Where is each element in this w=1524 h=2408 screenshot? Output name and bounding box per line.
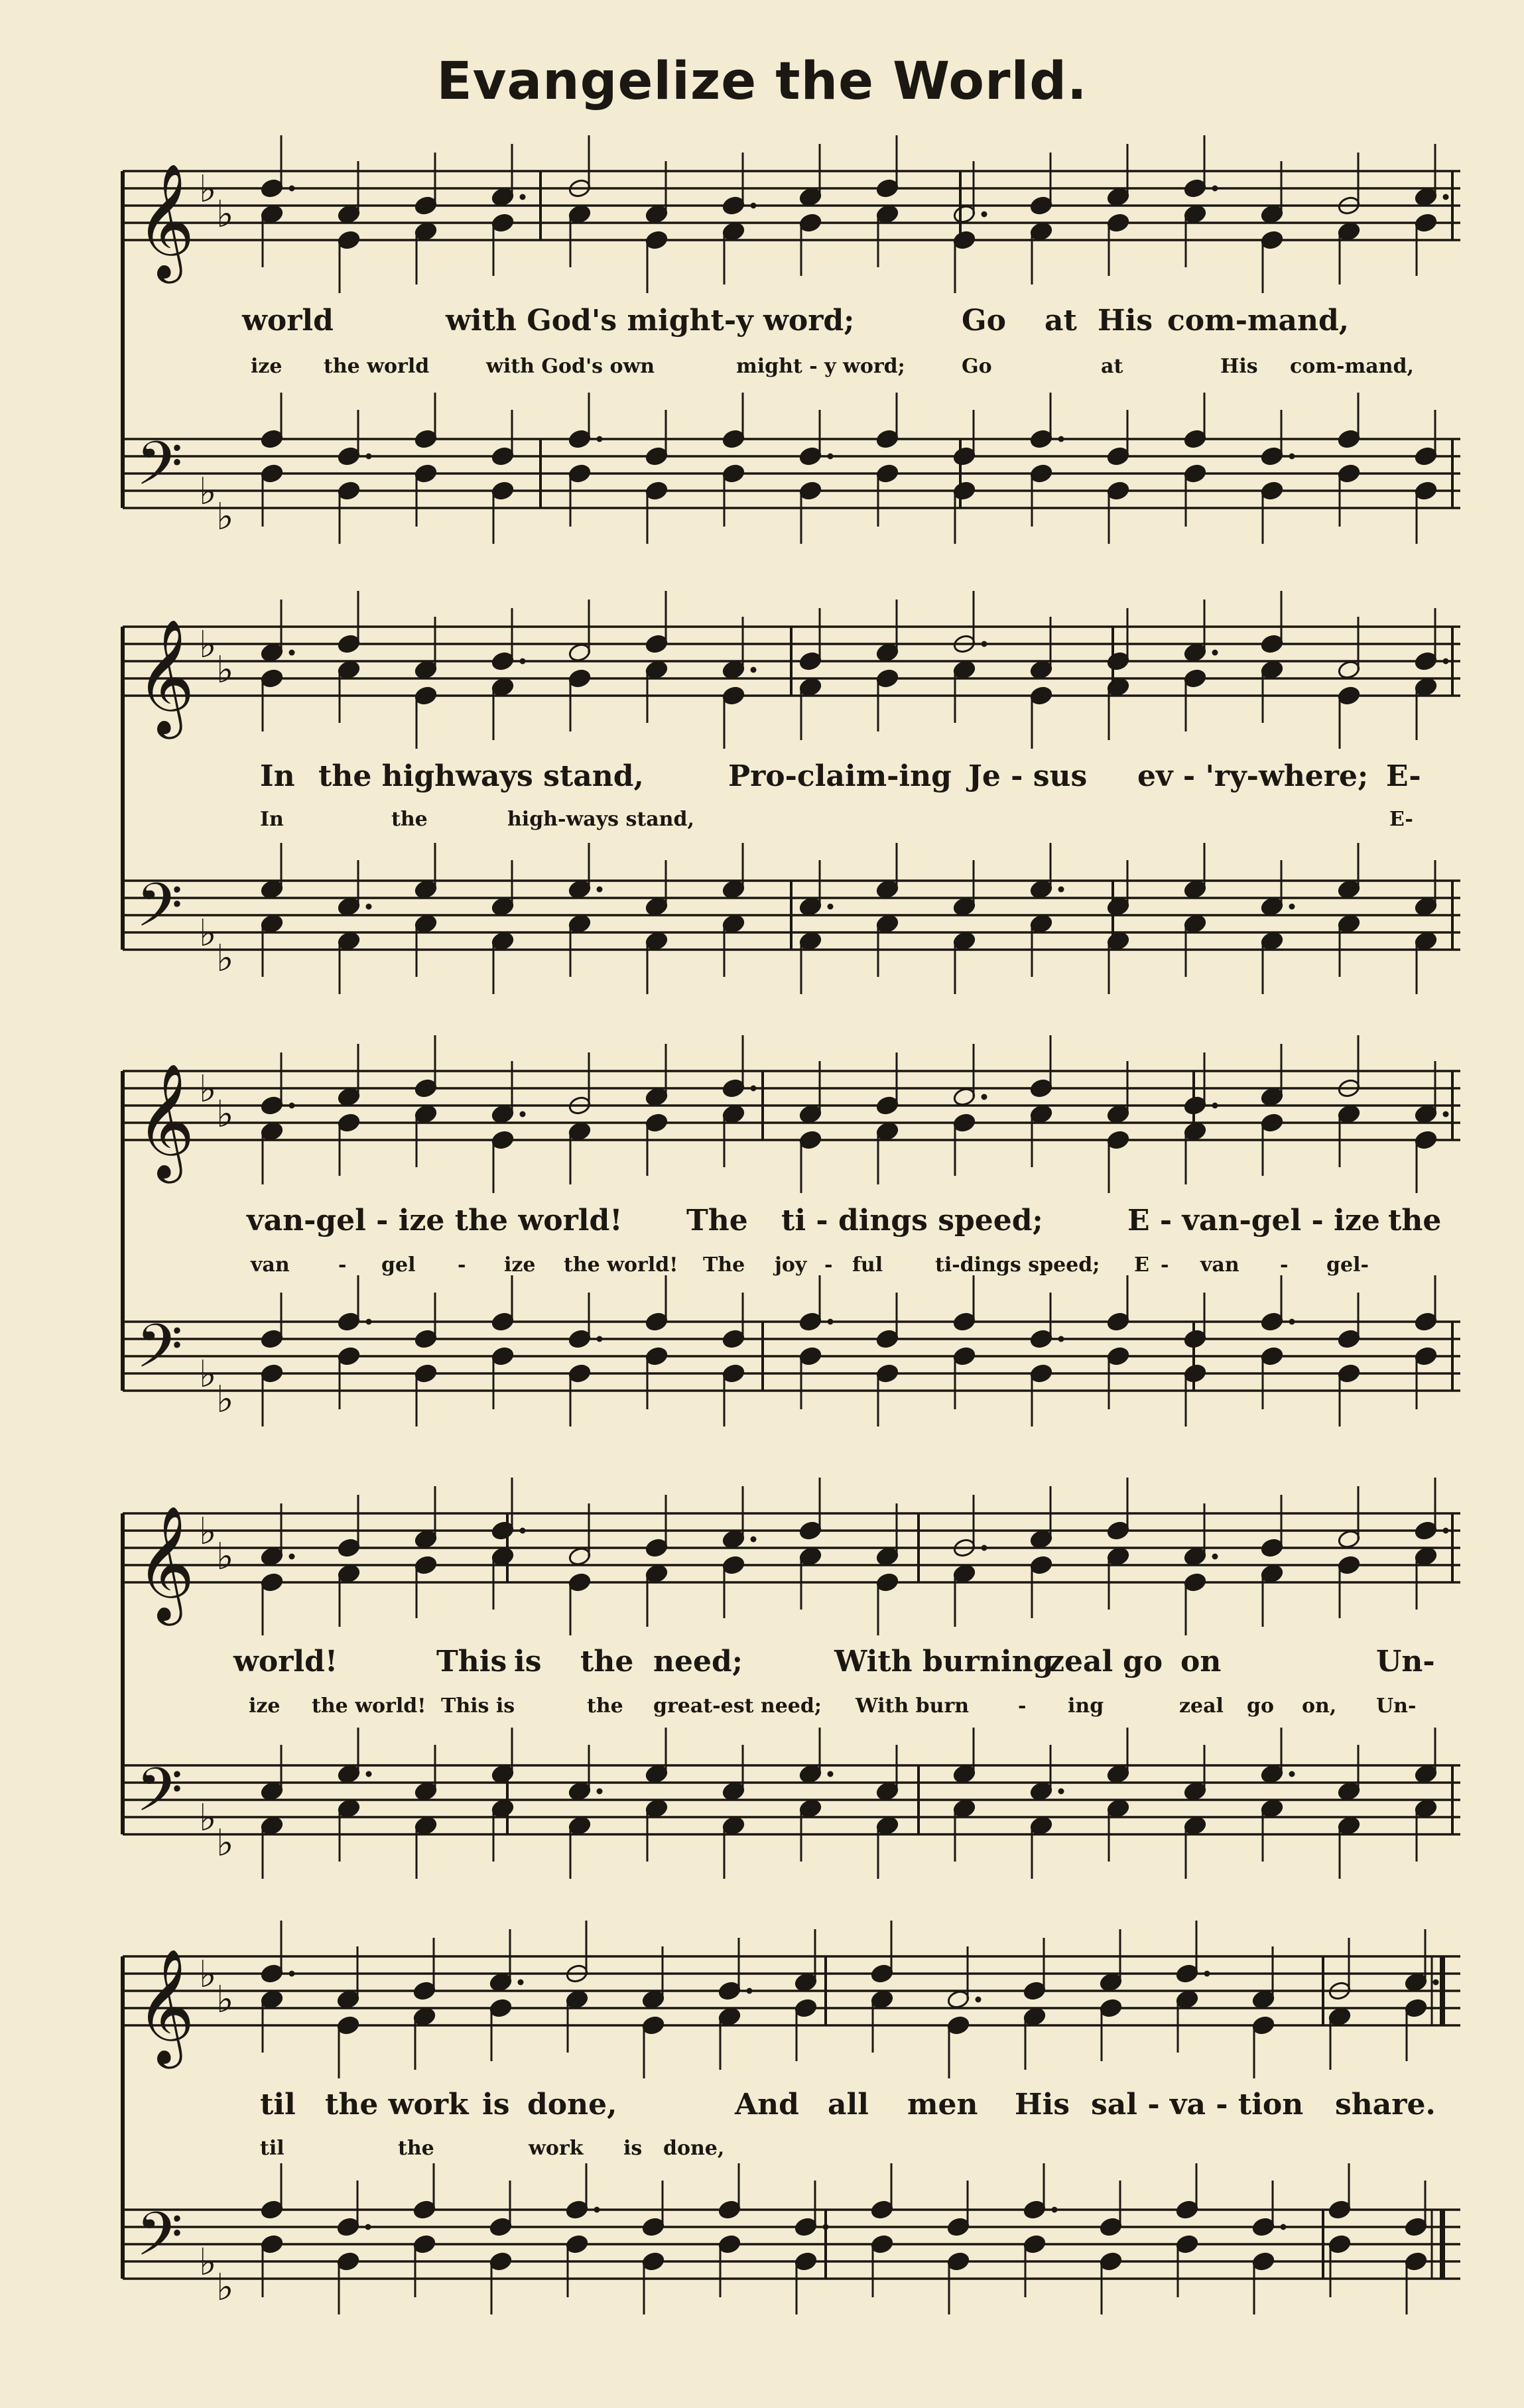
augmentation-dot xyxy=(751,1086,757,1092)
lyric-syllable: Go xyxy=(962,355,992,378)
lyric-syllable: the xyxy=(1388,1204,1442,1237)
flat-icon: ♭ xyxy=(216,1978,234,2021)
augmentation-dot xyxy=(366,1319,372,1325)
lyric-syllable: ev - 'ry-where; xyxy=(1137,759,1369,793)
lyric-syllable: van xyxy=(251,1253,290,1277)
lyric-syllable: E xyxy=(1134,1253,1149,1277)
lyric-syllable: go xyxy=(1123,1645,1163,1679)
augmentation-dot xyxy=(289,186,295,192)
treble-clef-icon: 𝄞 xyxy=(136,1948,195,2064)
augmentation-dot xyxy=(366,904,372,910)
lyric-syllable: is xyxy=(514,1645,542,1679)
augmentation-dot xyxy=(520,1111,526,1117)
treble-clef-icon: 𝄞 xyxy=(136,619,195,734)
augmentation-dot xyxy=(366,454,372,460)
augmentation-dot xyxy=(1212,1103,1218,1109)
augmentation-dot xyxy=(982,641,987,647)
lyric-syllable: His xyxy=(1220,355,1258,378)
lyric-syllable: In xyxy=(260,759,295,793)
lyric-syllable: - xyxy=(1161,1253,1169,1277)
lyric-syllable: With burn xyxy=(856,1694,970,1718)
lyric-syllable: The xyxy=(703,1253,745,1277)
augmentation-dot xyxy=(751,1537,757,1543)
lyric-syllable: the work xyxy=(325,2088,469,2122)
lyric-syllable: done, xyxy=(663,2137,725,2160)
lyric-syllable: might - y word; xyxy=(736,355,905,378)
lyric-syllable: is xyxy=(623,2137,643,2160)
treble-clef-icon: 𝄞 xyxy=(136,1063,195,1178)
flat-icon: ♭ xyxy=(199,168,217,211)
lyric-syllable: - xyxy=(824,1253,833,1277)
augmentation-dot xyxy=(1212,186,1218,192)
flat-icon: ♭ xyxy=(199,1953,217,1996)
flat-icon: ♭ xyxy=(216,495,234,539)
lyric-syllable: share. xyxy=(1335,2088,1436,2122)
lyric-syllable: Pro-claim-ing xyxy=(728,759,952,793)
lyric-syllable: the world xyxy=(324,355,430,378)
augmentation-dot xyxy=(1443,1111,1449,1117)
lyric-syllable: van xyxy=(1200,1253,1239,1277)
lyric-syllable: at xyxy=(1101,355,1123,378)
flat-icon: ♭ xyxy=(199,470,217,513)
lyric-syllable: zeal xyxy=(1179,1694,1224,1718)
augmentation-dot xyxy=(982,1094,987,1100)
lyric-syllable: This is xyxy=(441,1694,515,1718)
augmentation-dot xyxy=(1058,1789,1064,1795)
bass-clef-icon: 𝄢 xyxy=(136,870,183,955)
flat-icon: ♭ xyxy=(199,912,217,955)
bass-clef-icon: 𝄢 xyxy=(136,2199,183,2284)
flat-icon: ♭ xyxy=(216,1822,234,1865)
flat-icon: ♭ xyxy=(199,2241,217,2284)
augmentation-dot xyxy=(1212,1554,1218,1560)
lyric-syllable: men xyxy=(907,2088,978,2122)
lyric-syllable: til xyxy=(260,2088,296,2122)
treble-clef-icon: 𝄞 xyxy=(136,163,195,279)
lyric-syllable: great-est need; xyxy=(653,1694,822,1718)
lyric-syllable: the xyxy=(391,808,428,831)
lyric-syllable: - xyxy=(338,1253,347,1277)
lyric-syllable: com-mand, xyxy=(1290,355,1414,378)
augmentation-dot xyxy=(982,212,987,218)
augmentation-dot xyxy=(1443,194,1449,200)
lyric-syllable: This xyxy=(436,1645,507,1679)
lyric-syllable: van-gel - ize the world! xyxy=(247,1204,623,1237)
lyric-syllable: the xyxy=(587,1694,623,1718)
augmentation-dot xyxy=(751,203,757,209)
lyric-syllable: the world! xyxy=(564,1253,678,1277)
augmentation-dot xyxy=(1433,1980,1439,1986)
augmentation-dot xyxy=(1058,436,1064,442)
treble-clef-icon: 𝄞 xyxy=(136,1505,195,1621)
lyric-syllable: go xyxy=(1247,1694,1274,1718)
augmentation-dot xyxy=(597,436,603,442)
flat-icon: ♭ xyxy=(216,2266,234,2309)
augmentation-dot xyxy=(1058,887,1064,893)
augmentation-dot xyxy=(289,1971,295,1977)
lyric-syllable: on, xyxy=(1302,1694,1337,1718)
lyric-syllable: E- xyxy=(1386,759,1421,793)
lyric-syllable: sal - va - tion xyxy=(1091,2088,1304,2122)
lyric-syllable: - xyxy=(1018,1694,1027,1718)
augmentation-dot xyxy=(594,2207,600,2213)
flat-icon: ♭ xyxy=(199,1510,217,1553)
augmentation-dot xyxy=(747,1988,753,1994)
lyric-syllable: ize xyxy=(251,355,283,378)
augmentation-dot xyxy=(365,2224,371,2230)
augmentation-dot xyxy=(1443,1528,1449,1534)
flat-icon: ♭ xyxy=(216,937,234,980)
lyric-syllable: on xyxy=(1180,1645,1222,1679)
augmentation-dot xyxy=(366,1771,372,1777)
lyric-syllable: joy xyxy=(775,1253,807,1277)
lyric-syllable: His xyxy=(1098,304,1153,338)
lyric-syllable: ize xyxy=(249,1694,281,1718)
augmentation-dot xyxy=(289,650,295,656)
augmentation-dot xyxy=(828,904,834,910)
flat-icon: ♭ xyxy=(216,1535,234,1578)
augmentation-dot xyxy=(1281,2224,1287,2230)
augmentation-dot xyxy=(751,667,757,673)
lyric-syllable: E- xyxy=(1389,808,1413,831)
lyric-syllable: ful xyxy=(852,1253,883,1277)
flat-icon: ♭ xyxy=(216,1093,234,1136)
augmentation-dot xyxy=(1443,659,1449,665)
hymn-title: Evangelize the World. xyxy=(436,52,1088,111)
lyric-syllable: With burning xyxy=(834,1645,1054,1679)
augmentation-dot xyxy=(823,2224,829,2230)
augmentation-dot xyxy=(520,194,526,200)
augmentation-dot xyxy=(1212,650,1218,656)
lyric-syllable: The xyxy=(686,1204,748,1237)
augmentation-dot xyxy=(1289,904,1295,910)
lyric-syllable: Go xyxy=(962,304,1006,338)
flat-icon: ♭ xyxy=(216,1378,234,1421)
lyric-syllable: is xyxy=(482,2088,510,2122)
flat-icon: ♭ xyxy=(199,1068,217,1111)
augmentation-dot xyxy=(520,1528,526,1534)
lyric-syllable: work xyxy=(529,2137,584,2160)
lyric-syllable: with God's own xyxy=(486,355,655,378)
lyric-syllable: at xyxy=(1045,304,1077,338)
bass-clef-icon: 𝄢 xyxy=(136,1755,183,1840)
flat-icon: ♭ xyxy=(199,1797,217,1840)
augmentation-dot xyxy=(982,1545,987,1551)
lyric-syllable: world! xyxy=(233,1645,338,1679)
bass-clef-icon: 𝄢 xyxy=(136,428,183,513)
flat-icon: ♭ xyxy=(216,193,234,236)
lyric-syllable: gel- xyxy=(1326,1253,1369,1277)
lyric-syllable: And xyxy=(735,2088,799,2122)
augmentation-dot xyxy=(828,454,834,460)
lyric-syllable: the highways stand, xyxy=(318,759,644,793)
lyric-syllable: Un- xyxy=(1376,1645,1435,1679)
lyric-syllable: In xyxy=(260,808,284,831)
augmentation-dot xyxy=(597,1789,603,1795)
lyric-syllable: ize xyxy=(504,1253,536,1277)
augmentation-dot xyxy=(828,1771,834,1777)
lyric-syllable: com-mand, xyxy=(1167,304,1350,338)
flat-icon: ♭ xyxy=(199,1353,217,1396)
lyric-syllable: all xyxy=(828,2088,869,2122)
augmentation-dot xyxy=(1052,2207,1058,2213)
lyric-syllable: done, xyxy=(527,2088,617,2122)
augmentation-dot xyxy=(1204,1971,1210,1977)
lyric-syllable: His xyxy=(1015,2088,1070,2122)
lyric-syllable: til xyxy=(260,2137,285,2160)
augmentation-dot xyxy=(828,1319,834,1325)
lyric-syllable: zeal xyxy=(1048,1645,1113,1679)
flat-icon: ♭ xyxy=(199,623,217,666)
lyric-syllable: Je - sus xyxy=(968,759,1088,793)
augmentation-dot xyxy=(597,1336,603,1342)
lyric-syllable: the world! xyxy=(312,1694,426,1718)
lyric-syllable: the xyxy=(580,1645,634,1679)
lyric-syllable: - xyxy=(1280,1253,1289,1277)
augmentation-dot xyxy=(520,659,526,665)
augmentation-dot xyxy=(1289,1771,1295,1777)
augmentation-dot xyxy=(289,1103,295,1109)
lyric-syllable: gel xyxy=(381,1253,416,1277)
lyric-syllable: E - van-gel - ize xyxy=(1127,1204,1380,1237)
lyric-syllable: the xyxy=(398,2137,434,2160)
augmentation-dot xyxy=(289,1554,295,1560)
lyric-syllable: - xyxy=(458,1253,466,1277)
augmentation-dot xyxy=(1289,454,1295,460)
augmentation-dot xyxy=(1058,1336,1064,1342)
bass-clef-icon: 𝄢 xyxy=(136,1311,183,1396)
lyric-syllable: ti-dings speed; xyxy=(935,1253,1100,1277)
lyric-syllable: world xyxy=(242,304,334,338)
lyric-syllable: need; xyxy=(653,1645,743,1679)
augmentation-dot xyxy=(597,887,603,893)
lyric-syllable: ti - dings speed; xyxy=(781,1204,1043,1237)
augmentation-dot xyxy=(518,1980,524,1986)
augmentation-dot xyxy=(1289,1319,1295,1325)
lyric-syllable: with God's might-y word; xyxy=(446,304,855,338)
lyric-syllable: ing xyxy=(1068,1694,1104,1718)
lyric-syllable: Un- xyxy=(1376,1694,1417,1718)
flat-icon: ♭ xyxy=(216,649,234,692)
augmentation-dot xyxy=(976,1997,982,2003)
lyric-syllable: high-ways stand, xyxy=(507,808,694,831)
